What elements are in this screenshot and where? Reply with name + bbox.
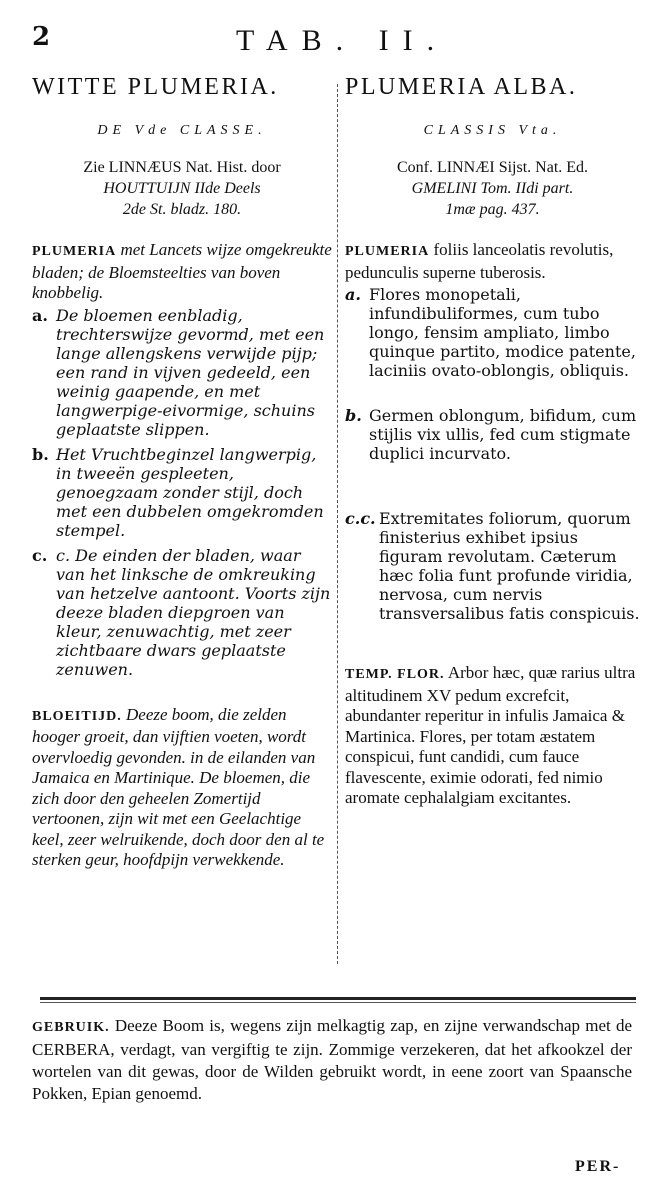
latin-description-text: foliis lanceolatis revolutis, pedunculis superne tuberosis.: [345, 240, 614, 282]
section-rule-thin: [40, 1002, 636, 1003]
dutch-classis: DE Vde CLASSE.: [97, 123, 267, 138]
latin-item-b: [345, 406, 640, 463]
dutch-ref-line: HOUTTUIJN IIde Deels: [103, 180, 261, 197]
item-marker: c.c.: [345, 509, 376, 528]
item-marker: a.: [345, 285, 361, 304]
dutch-ref-line: 2de St. bladz. 180.: [122, 201, 242, 218]
dutch-reference: [32, 157, 332, 220]
item-marker: b.: [32, 444, 49, 464]
item-text: Het Vruchtbeginzel langwerpig, in tweeën gespleeten, genoegzaam zonder stijl, doch met een dubbelen omgekromden stempel.: [56, 444, 324, 540]
dutch-title: WITTE PLUMERIA.: [32, 74, 279, 100]
latin-description: [345, 240, 640, 283]
page-number: 2: [32, 22, 51, 52]
flowering-text: Deeze boom, die zelden hooger groeit, dan vijftien voeten, wordt overvloedig gevonden. in de eilanden van Jamaica en Martinique. De bloemen, die zich door den geheelen Zomertijd vertoonen, zijn wit met een Geelachtige keel, zeer welruikende, doch door den al te sterken geur, hoofdpijn verwekkende.: [32, 704, 325, 869]
section-rule: [40, 997, 636, 1000]
latin-ref-line: Conf. LINNÆI Sijst. Nat. Ed.: [396, 159, 589, 176]
usage-label: GEBRUIK.: [32, 1020, 110, 1035]
catchword: PER-: [575, 1158, 621, 1175]
item-marker: c.: [32, 545, 48, 565]
dutch-column: [32, 74, 332, 871]
usage-text: Deeze Boom is, wegens zijn melkagtig zap, en zijne verwandschap met de CERBERA, verdagt, van vergiftig te zijn. Zommige verzekeren, dat het afkookzel der wortelen van dit gewas, door de Wilden gebruikt wordt, in eene zoort van Spaansche Pokken, Epian genoemd.: [32, 1016, 632, 1103]
dutch-flowering: [32, 705, 332, 871]
dutch-description-text: met Lancets wijze omgekreukte bladen; de Bloemsteelties van boven knobbelig.: [32, 240, 332, 302]
dutch-item-a: [32, 306, 332, 439]
dutch-genus-label: PLUMERIA: [32, 244, 117, 259]
flowering-label: BLOEITIJD.: [32, 708, 122, 724]
dutch-description: [32, 240, 332, 304]
plate-title: TAB. II.: [236, 24, 449, 57]
latin-column: [345, 74, 640, 809]
latin-item-a: [345, 285, 640, 380]
dutch-ref-line: Zie LINNÆUS Nat. Hist. door: [83, 159, 281, 176]
item-marker: a.: [32, 305, 48, 325]
latin-title: PLUMERIA ALBA.: [345, 74, 578, 100]
item-text: Germen oblongum, bifidum, cum stijlis vix ullis, fed cum stigmate duplici incurvato.: [369, 406, 637, 463]
flowering-label: TEMP. FLOR.: [345, 667, 445, 682]
latin-flowering: [345, 663, 640, 809]
column-divider: [337, 84, 338, 964]
item-text: De bloemen eenbladig, trechterswijze gevormd, met een lange allengskens verwijde pijp; een rand in vijven gedeeld, een weinig gaapende, en met langwerpige-eivormige, schuins geplaatste slippen.: [56, 305, 325, 439]
latin-genus-label: PLUMERIA: [345, 244, 430, 259]
dutch-item-c: [32, 546, 332, 679]
latin-item-c: [345, 509, 640, 623]
latin-reference: [345, 157, 640, 220]
item-text: c. De einden der bladen, waar van het linksche de omkreuking van hetzelve aantoont. Voorts zijn deeze bladen diepgroen van kleur, zenuwachtig, met zeer zichtbaare dwars geplaatste zenuwen.: [56, 545, 331, 679]
latin-classis: CLASSIS Vta.: [423, 123, 562, 138]
item-text: Extremitates foliorum, quorum finisterius exhibet ipsius figuram revolutam. Cæterum hæc folia funt profunde viridia, nervosa, cum nervis transversalibus fatis conspicuis.: [379, 509, 640, 623]
latin-ref-line: GMELINI Tom. IIdi part.: [411, 180, 574, 197]
dutch-item-b: [32, 445, 332, 540]
flowering-text: Arbor hæc, quæ rarius ultra altitudinem XV pedum excrefcit, abundanter reperitur in infulis Jamaica & Martinica. Flores, per totam æstatem conspicui, funt candidi, cum fauce flavescente, eximie odorati, fed nimio aromate cephalalgiam excitantes.: [345, 663, 636, 807]
item-text: Flores monopetali, infundibuliformes, cum tubo longo, fensim ampliato, limbo quinque partito, modice patente, laciniis ovato-oblongis, obliquis.: [369, 285, 636, 380]
usage-paragraph: [32, 1015, 632, 1105]
item-marker: b.: [345, 406, 362, 425]
latin-ref-line: 1mæ pag. 437.: [445, 201, 540, 218]
